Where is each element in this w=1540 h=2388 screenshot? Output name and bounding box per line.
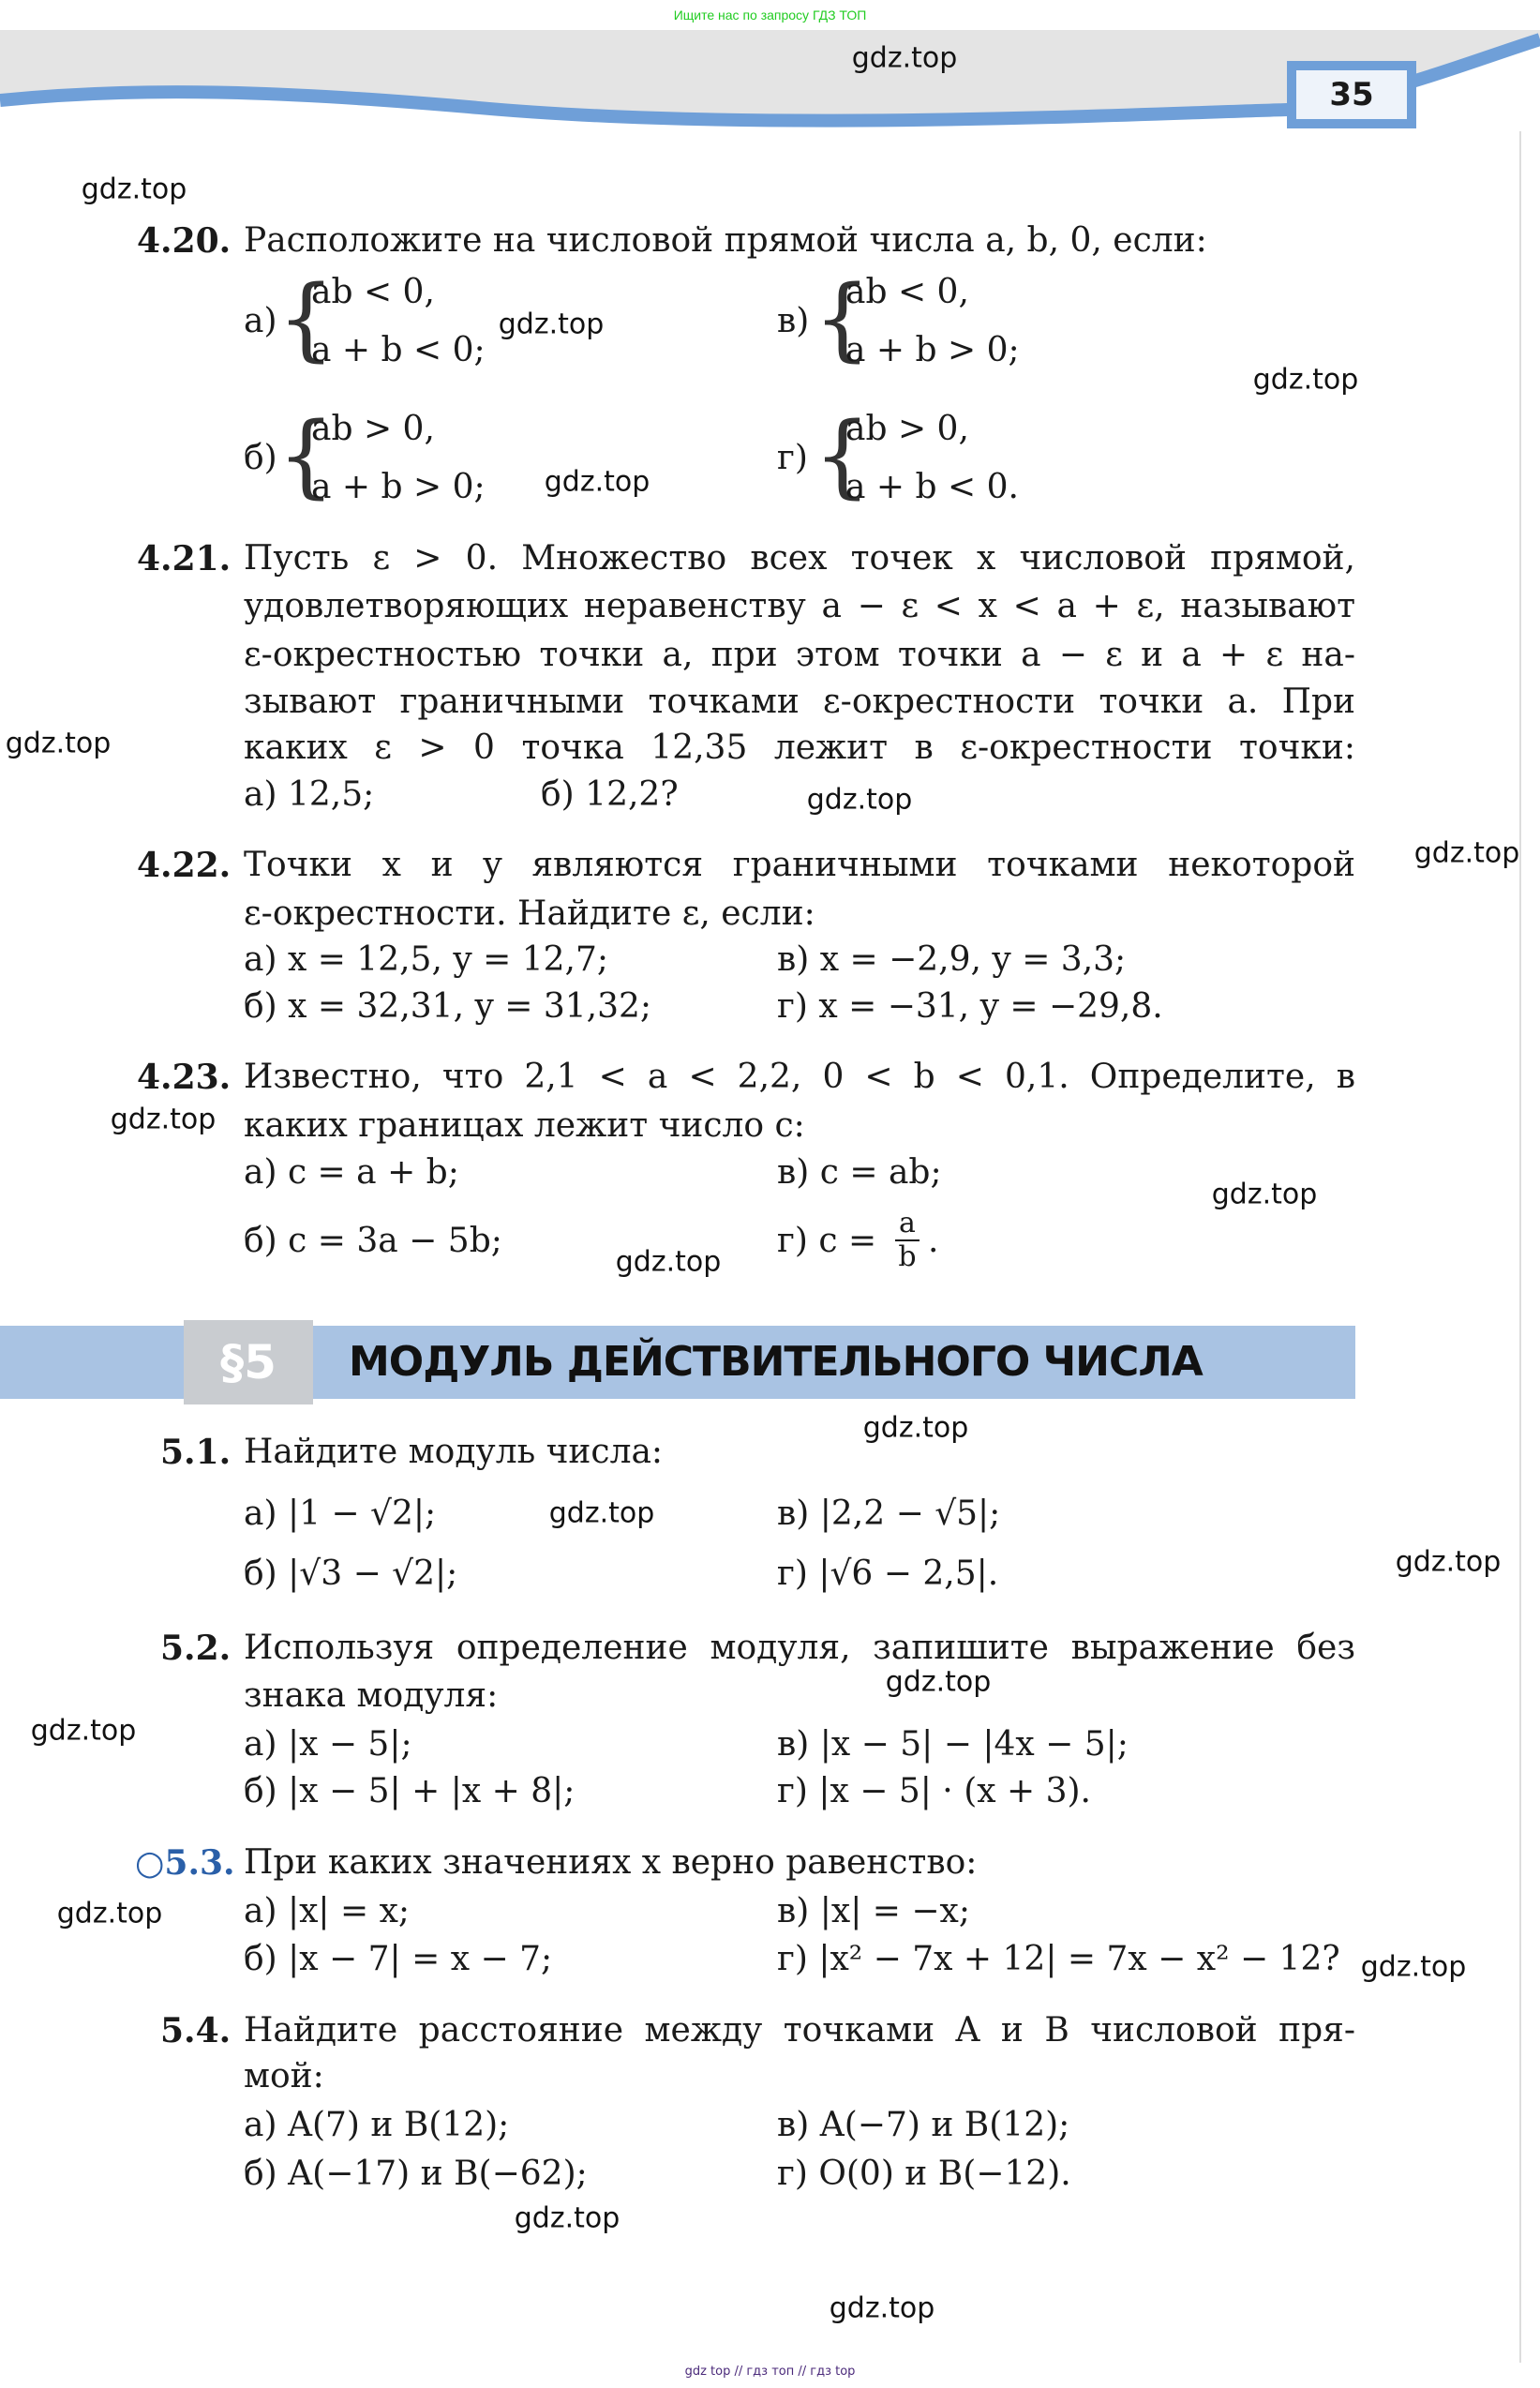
option: г) |√6 − 2,5|. — [777, 1554, 999, 1593]
problem-text: При каких значениях x верно равенство: — [244, 1843, 978, 1882]
system-line: a + b < 0; — [311, 331, 486, 369]
watermark: gdz.top — [615, 1245, 722, 1279]
option: г) x = −31, y = −29,8. — [777, 987, 1163, 1026]
option: г) O(0) и B(−12). — [777, 2155, 1071, 2193]
option: б) 12,2? — [541, 775, 679, 814]
problem-number: 4.21. — [137, 539, 232, 578]
brace: { — [814, 403, 872, 508]
option: а) |x − 5|; — [244, 1725, 412, 1764]
watermark: gdz.top — [1413, 836, 1520, 870]
problem-text-line: каких границах лежит число c: — [244, 1106, 805, 1145]
problem-number: ○5.3. — [135, 1843, 235, 1883]
problem-text-line: Используя определение модуля, запишите выражение без — [244, 1629, 1355, 1667]
problem-number: 4.22. — [137, 846, 232, 885]
problem-text-line: Пусть ε > 0. Множество всех точек x числовой прямой, — [244, 539, 1355, 578]
problem-text-line: ε-окрестностью точки a, при этом точки a − ε и a + ε на- — [244, 636, 1355, 674]
problem-text-line: ε-окрестности. Найдите ε, если: — [244, 894, 815, 933]
option: б) |√3 − √2|; — [244, 1554, 458, 1593]
fraction — [895, 1208, 920, 1273]
problem-text-line: каких ε > 0 точка 12,35 лежит в ε-окрестности точки: — [244, 728, 1355, 767]
problem-text-line: Известно, что 2,1 < a < 2,2, 0 < b < 0,1. Определите, в — [244, 1058, 1355, 1096]
watermark: gdz.top — [110, 1103, 217, 1136]
option: б) |x − 7| = x − 7; — [244, 1940, 553, 1978]
watermark: gdz.top — [514, 2201, 620, 2235]
problem-text-line: мой: — [244, 2057, 324, 2095]
option: б) A(−17) и B(−62); — [244, 2155, 588, 2193]
option-label: б) — [244, 439, 277, 477]
section-title: МОДУЛЬ ДЕЙСТВИТЕЛЬНОГО ЧИСЛА — [349, 1338, 1203, 1386]
problem-number: 5.1. — [160, 1433, 232, 1472]
watermark: gdz.top — [544, 465, 650, 499]
option: г) |x − 5| · (x + 3). — [777, 1772, 1091, 1810]
option: б) x = 32,31, y = 31,32; — [244, 987, 652, 1026]
system-line: ab < 0, — [845, 273, 969, 311]
fraction-numerator: a — [895, 1208, 920, 1241]
option: б) |x − 5| + |x + 8|; — [244, 1772, 576, 1810]
watermark: gdz.top — [862, 1411, 969, 1445]
watermark: gdz.top — [498, 308, 605, 341]
problem-number: 5.2. — [160, 1629, 232, 1668]
watermark: gdz.top — [548, 1496, 655, 1530]
option: а) c = a + b; — [244, 1153, 459, 1192]
problem-number: 4.20. — [137, 221, 232, 261]
option: в) |x − 5| − |4x − 5|; — [777, 1725, 1129, 1764]
system-line: ab > 0, — [311, 410, 435, 448]
brace: { — [277, 403, 336, 508]
footer-links[interactable]: gdz top // гдз топ // гдз top — [684, 2365, 856, 2379]
punctuation: . — [928, 1222, 939, 1260]
option: а) |1 − √2|; — [244, 1494, 437, 1533]
option: в) |2,2 − √5|; — [777, 1494, 1001, 1533]
page-number: 35 — [1287, 61, 1416, 128]
watermark: gdz.top — [1395, 1545, 1502, 1579]
watermark: gdz.top — [81, 173, 187, 206]
system-line: ab > 0, — [845, 410, 969, 448]
problem-text-line: удовлетворяющих неравенству a − ε < x < a + ε, называют — [244, 587, 1355, 625]
option: в) c = ab; — [777, 1153, 942, 1192]
watermark: gdz.top — [1360, 1950, 1467, 1984]
problem-text-line: Найдите расстояние между точками A и B числовой пря- — [244, 2011, 1355, 2050]
system-line: a + b > 0; — [845, 331, 1020, 369]
system-line: a + b > 0; — [311, 468, 486, 506]
top-note[interactable]: Ищите нас по запросу ГДЗ ТОП — [673, 8, 867, 23]
problem-text-line: зывают граничными точками ε-окрестности точки a. При — [244, 683, 1355, 721]
option: а) 12,5; — [244, 775, 375, 814]
option-label: а) — [244, 302, 277, 340]
system-line: ab < 0, — [311, 273, 435, 311]
option: г) c = — [777, 1222, 877, 1260]
brace: { — [277, 266, 336, 371]
option: б) c = 3a − 5b; — [244, 1222, 502, 1260]
option: а) x = 12,5, y = 12,7; — [244, 940, 609, 979]
watermark: gdz.top — [30, 1714, 137, 1748]
brace: { — [814, 266, 872, 371]
problem-text: Найдите модуль числа: — [244, 1433, 664, 1471]
watermark: gdz.top — [806, 783, 913, 817]
watermark: gdz.top — [829, 2291, 935, 2325]
watermark: gdz.top — [56, 1897, 163, 1930]
problem-number: 4.23. — [137, 1058, 232, 1097]
page-edge — [1519, 131, 1521, 2363]
option: в) A(−7) и B(12); — [777, 2106, 1070, 2144]
watermark: gdz.top — [851, 41, 958, 75]
problem-text-line: Точки x и y являются граничными точками некоторой — [244, 846, 1355, 884]
watermark: gdz.top — [885, 1665, 992, 1699]
section-number: §5 — [184, 1320, 313, 1404]
option: в) |x| = −x; — [777, 1892, 970, 1930]
option-label: в) — [777, 302, 810, 340]
option: а) A(7) и B(12); — [244, 2106, 510, 2144]
watermark: gdz.top — [5, 727, 112, 760]
option-label: г) — [777, 439, 808, 477]
problem-text-line: знака модуля: — [244, 1676, 499, 1715]
system-line: a + b < 0. — [845, 468, 1019, 506]
option: г) |x² − 7x + 12| = 7x − x² − 12? — [777, 1940, 1340, 1978]
problem-text: Расположите на числовой прямой числа a, b, 0, если: — [244, 221, 1207, 260]
watermark: gdz.top — [1211, 1178, 1318, 1211]
option: а) |x| = x; — [244, 1892, 410, 1930]
fraction-denominator: b — [898, 1240, 917, 1273]
watermark: gdz.top — [1252, 363, 1359, 397]
option: в) x = −2,9, y = 3,3; — [777, 940, 1127, 979]
problem-number: 5.4. — [160, 2011, 232, 2050]
